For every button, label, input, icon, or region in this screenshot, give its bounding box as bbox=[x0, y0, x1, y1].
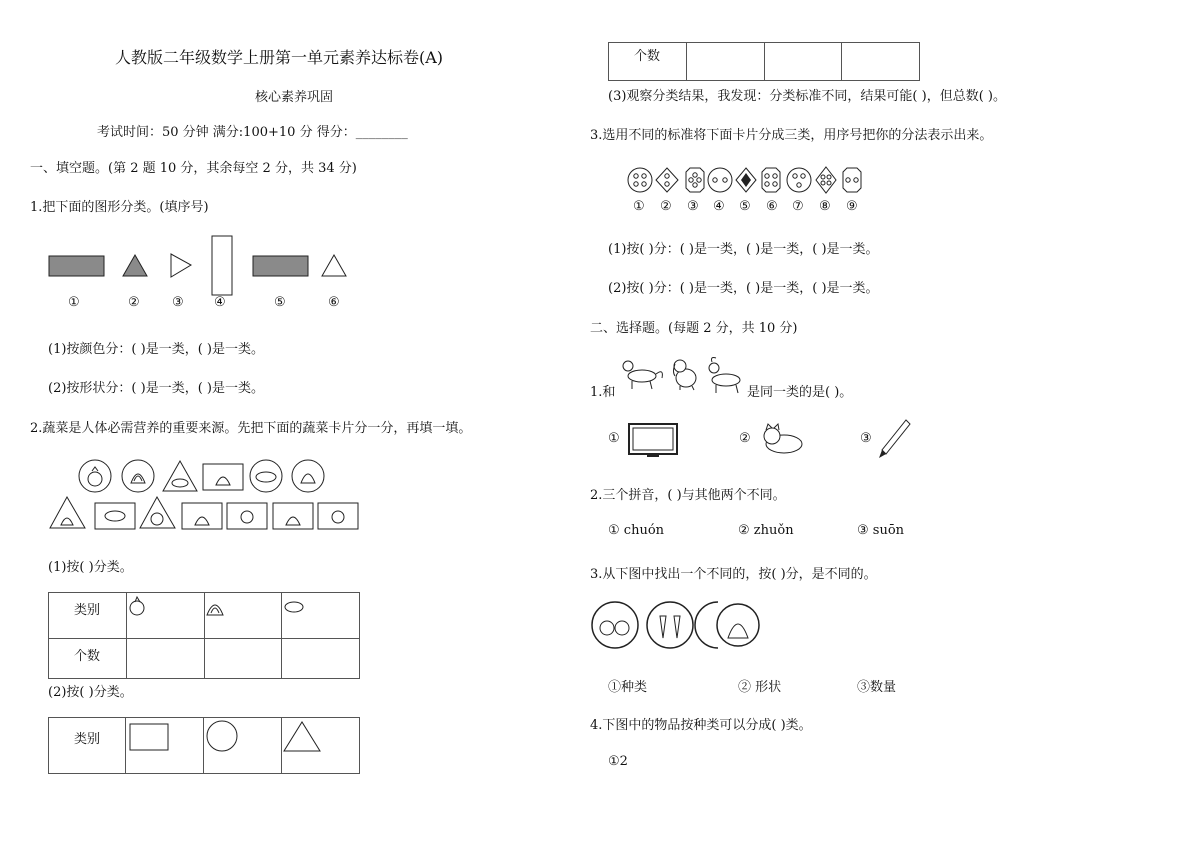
table2-circle-cell bbox=[203, 718, 281, 774]
q3-cards bbox=[620, 162, 880, 202]
table2-count-cell[interactable] bbox=[842, 43, 920, 81]
q3-num-7: ⑦ bbox=[792, 199, 804, 214]
card-circle-radish bbox=[79, 460, 111, 492]
card-1-circle-4dots bbox=[628, 168, 652, 192]
card-square-eggplant bbox=[95, 503, 135, 529]
rectangle-icon bbox=[126, 718, 186, 758]
table2-count-cell[interactable] bbox=[764, 43, 842, 81]
q3-num-1: ① bbox=[633, 199, 645, 214]
c1-option-2[interactable]: ② bbox=[739, 431, 751, 446]
q2-table-1 bbox=[48, 592, 360, 679]
card-square-cabbage-2 bbox=[182, 503, 222, 529]
q2-part3: (3)观察分类结果，我发现：分类标准不同，结果可能( )，但总数( )。 bbox=[608, 89, 1006, 104]
q3-num-4: ④ bbox=[713, 199, 725, 214]
q2-stem: 2.蔬菜是人体必需营养的重要来源。先把下面的蔬菜卡片分一分，再填一填。 bbox=[30, 421, 472, 436]
c2-option-2[interactable]: ② zhuǒn bbox=[738, 523, 794, 538]
q2-table-2-count-row bbox=[608, 42, 920, 81]
dog-icon bbox=[674, 360, 697, 390]
q2-part2: (2)按( )分类。 bbox=[48, 685, 133, 700]
shape-4-white-rectangle bbox=[212, 236, 232, 295]
card-triangle-cabbage bbox=[50, 497, 85, 528]
table1-header-label: 类别 bbox=[74, 603, 101, 618]
q3-part2: (2)按( )分：( )是一类，( )是一类，( )是一类。 bbox=[608, 281, 879, 296]
c2-stem: 2.三个拼音，( )与其他两个不同。 bbox=[590, 488, 786, 503]
table2-rectangle-cell bbox=[125, 718, 203, 774]
q3-num-8: ⑧ bbox=[819, 199, 831, 214]
c1-animals bbox=[622, 356, 747, 396]
section-choice: 二、选择题。(每题 2 分，共 10 分) bbox=[590, 321, 798, 336]
table1-count-cell[interactable] bbox=[282, 639, 360, 679]
table2-triangle-cell bbox=[281, 718, 359, 774]
table2-header-label: 类别 bbox=[74, 732, 101, 747]
c1-option-3[interactable]: ③ bbox=[860, 431, 872, 446]
table2-count-cell[interactable] bbox=[687, 43, 765, 81]
tv-icon bbox=[627, 420, 687, 460]
q1-num-1: ① bbox=[68, 295, 80, 310]
shape-3-white-triangle bbox=[171, 254, 191, 277]
table1-cabbage-cell bbox=[204, 593, 282, 639]
card-circle-cabbage bbox=[122, 460, 154, 492]
shape-5-gray-rectangle bbox=[253, 256, 308, 276]
circle-icon bbox=[204, 718, 264, 758]
card-triangle-eggplant bbox=[163, 461, 197, 491]
q1-stem: 1.把下面的图形分类。(填序号) bbox=[30, 200, 209, 215]
table1-count-cell[interactable] bbox=[126, 639, 204, 679]
pencil-icon bbox=[876, 418, 916, 463]
card-9-octagon-2dots bbox=[843, 168, 861, 192]
cat-lying-icon bbox=[758, 420, 808, 460]
card-2-diamond-2dots bbox=[656, 168, 678, 192]
triangle-icon bbox=[282, 718, 342, 758]
card-square-cabbage bbox=[203, 464, 243, 490]
section-fill-blank: 一、填空题。(第 2 题 10 分，其余每空 2 分，共 34 分) bbox=[30, 161, 357, 176]
c2-option-3[interactable]: ③ suōn bbox=[857, 523, 905, 538]
card-square-radish-2 bbox=[318, 503, 358, 529]
card-8-diamond-4dots bbox=[816, 167, 836, 193]
card-6-octagon-4dots bbox=[762, 168, 780, 192]
plate-tomatoes bbox=[592, 602, 638, 648]
c1-pre: 1.和 bbox=[590, 385, 616, 400]
c3-stem: 3.从下图中找出一个不同的，按( )分，是不同的。 bbox=[590, 567, 877, 582]
shape-1-gray-rectangle bbox=[49, 256, 104, 276]
table2-count-label: 个数 bbox=[634, 49, 661, 64]
eggplant-icon bbox=[282, 593, 312, 623]
card-4-circle-2dots bbox=[708, 168, 732, 192]
goat-icon bbox=[709, 358, 740, 394]
card-5-diamond-filled bbox=[736, 168, 756, 192]
q1-num-3: ③ bbox=[172, 295, 184, 310]
q3-part1: (1)按( )分：( )是一类，( )是一类，( )是一类。 bbox=[608, 242, 879, 257]
q1-part2: (2)按形状分：( )是一类，( )是一类。 bbox=[48, 381, 264, 396]
q1-part1: (1)按颜色分：( )是一类，( )是一类。 bbox=[48, 342, 264, 357]
q2-vegetable-cards bbox=[45, 455, 365, 535]
c1-option-1[interactable]: ① bbox=[608, 431, 620, 446]
q1-num-6: ⑥ bbox=[328, 295, 340, 310]
page-subtitle: 核心素养巩固 bbox=[255, 90, 334, 105]
c3-option-2[interactable]: ② 形状 bbox=[738, 680, 782, 695]
table1-count-cell[interactable] bbox=[204, 639, 282, 679]
c1-post: 是同一类的是( )。 bbox=[747, 385, 853, 400]
card-7-circle-3dots bbox=[787, 168, 811, 192]
c3-option-3[interactable]: ③数量 bbox=[857, 680, 897, 695]
q1-num-5: ⑤ bbox=[274, 295, 286, 310]
exam-info: 考试时间：50 分钟 满分:100+10 分 得分：________ bbox=[97, 125, 408, 140]
card-3-octagon-4dots bbox=[686, 168, 704, 192]
table1-eggplant-cell bbox=[282, 593, 360, 639]
c3-option-1[interactable]: ①种类 bbox=[608, 680, 648, 695]
c4-option-1[interactable]: ①2 bbox=[608, 754, 628, 769]
plate-crescent-cabbage bbox=[695, 602, 759, 648]
q2-part1: (1)按( )分类。 bbox=[48, 560, 133, 575]
cat-icon bbox=[623, 361, 662, 389]
q2-table-2 bbox=[48, 717, 360, 774]
table1-radish-cell bbox=[126, 593, 204, 639]
card-square-radish bbox=[227, 503, 267, 529]
c4-stem: 4.下图中的物品按种类可以分成( )类。 bbox=[590, 718, 812, 733]
q3-num-6: ⑥ bbox=[766, 199, 778, 214]
card-triangle-radish bbox=[140, 497, 175, 528]
q3-num-2: ② bbox=[660, 199, 672, 214]
shape-2-gray-triangle bbox=[123, 255, 147, 276]
q3-num-9: ⑨ bbox=[846, 199, 858, 214]
c2-option-1[interactable]: ① chuón bbox=[608, 523, 665, 538]
q1-num-4: ④ bbox=[214, 295, 226, 310]
radish-icon bbox=[127, 593, 157, 623]
q3-stem: 3.选用不同的标准将下面卡片分成三类，用序号把你的分法表示出来。 bbox=[590, 128, 993, 143]
plate-carrots bbox=[647, 602, 693, 648]
q3-num-5: ⑤ bbox=[739, 199, 751, 214]
page-title: 人教版二年级数学上册第一单元素养达标卷(A) bbox=[115, 48, 444, 67]
shape-6-white-triangle bbox=[322, 255, 346, 276]
q1-num-2: ② bbox=[128, 295, 140, 310]
card-square-cabbage-3 bbox=[273, 503, 313, 529]
table1-count-label: 个数 bbox=[74, 649, 101, 664]
c3-plates bbox=[590, 598, 780, 658]
card-circle-cabbage-2 bbox=[292, 460, 324, 492]
q3-num-3: ③ bbox=[687, 199, 699, 214]
cabbage-icon bbox=[205, 593, 235, 623]
card-circle-eggplant bbox=[250, 460, 282, 492]
